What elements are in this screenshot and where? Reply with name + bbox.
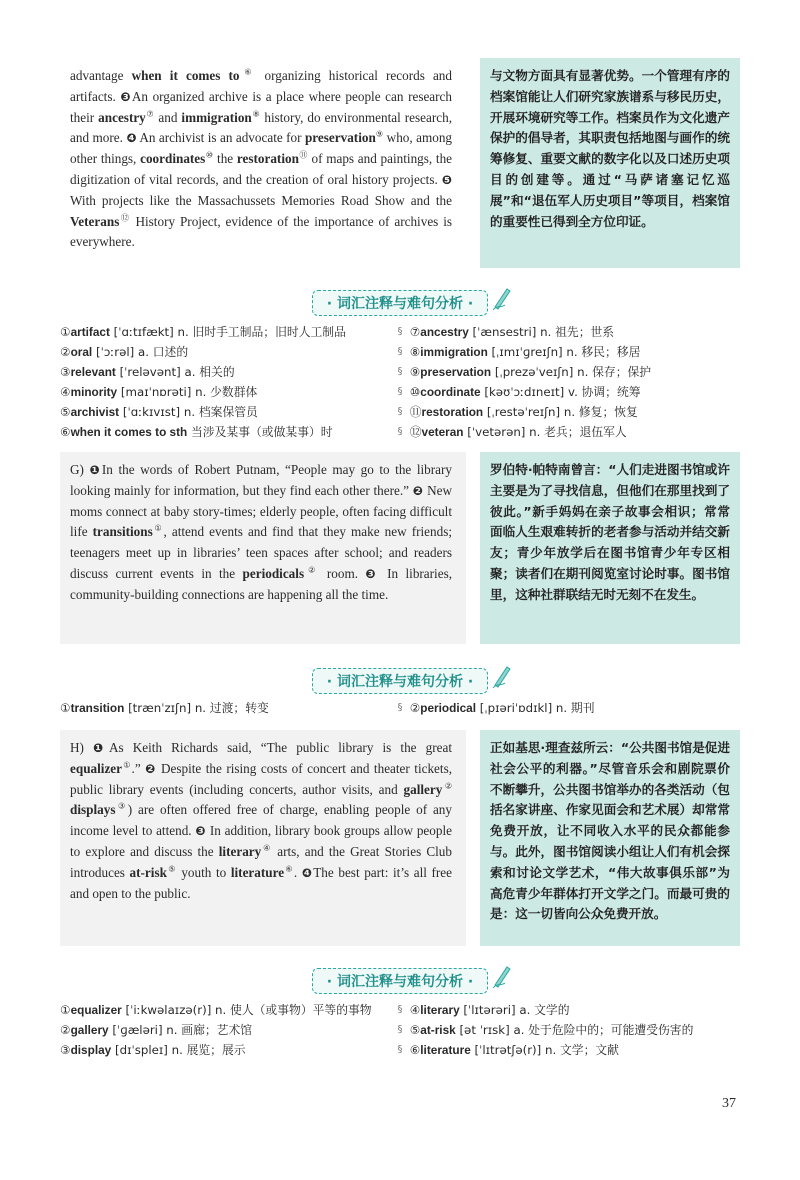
vocab-item	[410, 698, 740, 718]
vocab-number: ⑤	[60, 405, 71, 419]
vocab-banner	[0, 968, 800, 994]
vocab-item	[60, 382, 390, 402]
vocab-word: equalizer	[70, 1003, 122, 1017]
vocab-word: relevant	[70, 365, 116, 379]
vocab-number: ⑧	[409, 345, 421, 359]
vocab-item	[410, 382, 740, 402]
vocab-word: oral	[70, 345, 93, 359]
vocab-phonetic: [ˈlɪtrətʃə(r)]	[470, 1043, 542, 1057]
vocab-definition: n. 画廊；艺术馆	[162, 1023, 253, 1037]
vocab-left	[60, 698, 390, 718]
vocab-list-g	[60, 698, 740, 718]
vocab-number: ④	[409, 1003, 421, 1017]
vocab-word: periodical	[420, 701, 477, 715]
vocab-phonetic: [ˈɑːtɪfækt]	[109, 325, 174, 339]
vocab-phonetic: [ˌɪmɪˈɡreɪʃn]	[487, 345, 563, 359]
section-f	[60, 58, 740, 268]
vocab-phonetic: [maɪˈnɒrəti]	[117, 385, 192, 399]
vocab-number: ⑤	[409, 1023, 421, 1037]
vocab-item	[410, 422, 740, 442]
vocab-left	[60, 322, 390, 442]
vocab-definition: a. 文学的	[515, 1003, 570, 1017]
vocab-number: ②	[60, 1023, 71, 1037]
vocab-definition: a. 处于危险中的；可能遭受伤害的	[509, 1023, 694, 1037]
vocab-definition: n. 文学；文献	[541, 1043, 619, 1057]
page-number: 37	[722, 1096, 736, 1111]
vocab-number: ③	[60, 1043, 71, 1057]
vocab-number: ②	[409, 701, 421, 715]
pen-icon	[491, 963, 513, 989]
pen-icon	[491, 285, 513, 311]
vocab-number: ⑩	[409, 385, 421, 399]
vocab-phonetic: [ˈiːkwəlaɪzə(r)]	[121, 1003, 212, 1017]
banner-label: · 词汇注释与难句分析 ·	[326, 674, 474, 690]
vocab-phonetic: [ˈɑːkɪvɪst]	[119, 405, 181, 419]
vocab-word: artifact	[70, 325, 110, 339]
vocab-item	[410, 342, 740, 362]
vocab-definition: n. 档案保管员	[180, 405, 258, 419]
vocab-word: restoration	[421, 405, 484, 419]
vocab-item	[410, 322, 740, 342]
vocab-item	[410, 1040, 740, 1060]
vocab-phonetic: [ˈænsestri]	[468, 325, 537, 339]
chinese-translation: 罗伯特·帕特南曾言：“人们走进图书馆或许主要是为了寻找信息，但他们在那里找到了彼此。”新手妈妈在亲子故事会相识；常常面临人生艰难转折的老者参与活动并结交新友；青少年放学后在图书馆青少年专区相聚；读者们在期刊阅览室讨论时事。图书馆里，这种社群联结无时无刻不在发生。	[480, 452, 740, 644]
vocab-right	[410, 322, 740, 442]
vocab-phonetic: [ət ˈrɪsk]	[455, 1023, 510, 1037]
separator: § § § § § §	[397, 326, 403, 437]
vocab-number: ⑥	[60, 425, 71, 439]
vocab-item	[60, 1020, 390, 1040]
vocab-definition: v. 协调；统筹	[564, 385, 641, 399]
banner-label: · 词汇注释与难句分析 ·	[326, 296, 474, 312]
vocab-definition: a. 口述的	[134, 345, 189, 359]
vocab-number: ①	[60, 701, 71, 715]
vocab-word: veteran	[421, 425, 464, 439]
vocab-word: literature	[420, 1043, 471, 1057]
vocab-word: preservation	[420, 365, 492, 379]
vocab-number: ⑦	[409, 325, 421, 339]
vocab-phonetic: [ˈvetərən]	[463, 425, 526, 439]
vocab-item	[60, 422, 390, 442]
vocab-phonetic: [ˌpɪəriˈɒdɪkl]	[476, 701, 553, 715]
vocab-item	[410, 1000, 740, 1020]
vocab-number: ⑥	[409, 1043, 421, 1057]
vocab-phonetic: [ˌrestəˈreɪʃn]	[483, 405, 561, 419]
vocab-definition: n. 旧时手工制品；旧时人工制品	[173, 325, 346, 339]
vocab-definition: n. 使人（或事物）平等的事物	[211, 1003, 372, 1017]
vocab-phonetic: [trænˈzɪʃn]	[124, 701, 192, 715]
vocab-word: gallery	[70, 1023, 109, 1037]
vocab-definition: n. 期刊	[552, 701, 595, 715]
vocab-number: ②	[60, 345, 71, 359]
vocab-phonetic: [kəʊˈɔːdɪneɪt]	[480, 385, 565, 399]
english-paragraph: H) ❶As Keith Richards said, “The public library is the great equalizer①.” ❷ Despite the rising costs of concert and theater tickets, public library events (including concerts, author visits, and gallery② displays③) are often offered free of charge, enabling people of any income level to attend. ❸ In addition, library book groups allow people to explore and discuss the literary④ arts, and the Great Stories Club introduces at-risk⑤ youth to literature⑥. ❹The best part: it’s all free and open to the public.	[60, 730, 466, 946]
vocab-definition: n. 老兵；退伍军人	[525, 425, 627, 439]
vocab-number: ④	[60, 385, 71, 399]
vocab-word: transition	[70, 701, 125, 715]
vocab-definition: n. 少数群体	[191, 385, 258, 399]
vocab-item	[410, 362, 740, 382]
vocab-item	[60, 342, 390, 362]
vocab-phonetic: [ˈɔːrəl]	[92, 345, 135, 359]
vocab-list-h	[60, 1000, 740, 1060]
vocab-definition: 当涉及某事（或做某事）时	[187, 425, 333, 439]
vocab-number: ①	[60, 325, 71, 339]
vocab-right	[410, 1000, 740, 1060]
vocab-phonetic: [ˈreləvənt]	[115, 365, 181, 379]
pen-icon	[491, 663, 513, 689]
vocab-list-f	[60, 322, 740, 442]
vocab-item	[410, 402, 740, 422]
vocab-item	[60, 698, 390, 718]
chinese-translation: 正如基思·理查兹所云：“公共图书馆是促进社会公平的利器。”尽管音乐会和剧院票价不断攀升，公共图书馆举办的各类活动（包括名家讲座、作家见面会和艺术展）却常常免费开放，让不同收入水平的民众都能参与。此外，图书馆阅读小组让人们有机会探索和讨论文学艺术，“伟大故事俱乐部”为高危青少年群体打开文学之门。而最可贵的是：这一切皆向公众免费开放。	[480, 730, 740, 946]
vocab-banner	[0, 668, 800, 694]
vocab-item	[410, 1020, 740, 1040]
vocab-definition: n. 祖先；世系	[536, 325, 615, 339]
banner-label: · 词汇注释与难句分析 ·	[326, 974, 474, 990]
vocab-item	[60, 362, 390, 382]
vocab-word: display	[70, 1043, 112, 1057]
vocab-item	[60, 322, 390, 342]
vocab-definition: n. 展览；展示	[167, 1043, 246, 1057]
vocab-number: ③	[60, 365, 71, 379]
vocab-number: ⑪	[409, 405, 422, 419]
vocab-number: ⑨	[409, 365, 421, 379]
english-paragraph: advantage when it comes to⑥ organizing historical records and artifacts. ❸An organized archive is a place where people can research their ancestry⑦ and immigration⑧ history, do environmental research, and more. ❹ An archivist is an advocate for preservation⑨ who, among other things, coordinates⑩ the restoration⑪ of maps and paintings, the digitization of vital records, and the creation of oral history projects. ❺ With projects like the Massachussets Memories Road Show and the Veterans⑫ History Project, evidence of the importance of archives is everywhere.	[60, 58, 466, 268]
vocab-item	[60, 1040, 390, 1060]
section-h	[60, 730, 740, 946]
vocab-word: ancestry	[420, 325, 469, 339]
vocab-number: ①	[60, 1003, 71, 1017]
vocab-word: at-risk	[420, 1023, 456, 1037]
vocab-word: when it comes to sth	[70, 425, 188, 439]
section-g	[60, 452, 740, 644]
vocab-phonetic: [ˌprezəˈveɪʃn]	[491, 365, 574, 379]
vocab-right	[410, 698, 740, 718]
separator: § § §	[397, 1004, 403, 1055]
vocab-word: minority	[70, 385, 118, 399]
vocab-phonetic: [ˈɡæləri]	[108, 1023, 163, 1037]
vocab-phonetic: [dɪˈspleɪ]	[111, 1043, 168, 1057]
vocab-phonetic: [ˈlɪtərəri]	[459, 1003, 516, 1017]
vocab-definition: a. 相关的	[180, 365, 235, 379]
vocab-left	[60, 1000, 390, 1060]
separator: §	[397, 702, 403, 713]
vocab-word: archivist	[70, 405, 120, 419]
english-paragraph: G) ❶In the words of Robert Putnam, “People may go to the library looking mainly for information, but they find each other there.” ❷ New moms connect at baby story-times; elderly people, often facing difficult life transitions①, attend events and find that they make new friends; teenagers meet up in libraries’ teen spaces after school; and readers discuss current events in the periodicals② room. ❸ In libraries, community-building connections are happening all the time.	[60, 452, 466, 644]
vocab-banner	[0, 290, 800, 316]
vocab-word: coordinate	[420, 385, 481, 399]
vocab-word: literary	[420, 1003, 460, 1017]
vocab-definition: n. 移民；移居	[562, 345, 641, 359]
vocab-item	[60, 1000, 390, 1020]
vocab-definition: n. 保存；保护	[573, 365, 652, 379]
vocab-item	[60, 402, 390, 422]
vocab-definition: n. 过渡；转变	[191, 701, 269, 715]
vocab-word: immigration	[420, 345, 488, 359]
vocab-definition: n. 修复；恢复	[560, 405, 638, 419]
chinese-translation: 与文物方面具有显著优势。一个管理有序的档案馆能让人们研究家族谱系与移民历史，开展环境研究等工作。档案员作为文化遗产保护的倡导者，其职责包括地图与画作的统筹修复、重要文献的数字化以及口述历史项目的创建等。通过“马萨诸塞记忆巡展”和“退伍军人历史项目”等项目，档案馆的重要性已得到全方位印证。	[480, 58, 740, 268]
vocab-number: ⑫	[409, 425, 422, 439]
